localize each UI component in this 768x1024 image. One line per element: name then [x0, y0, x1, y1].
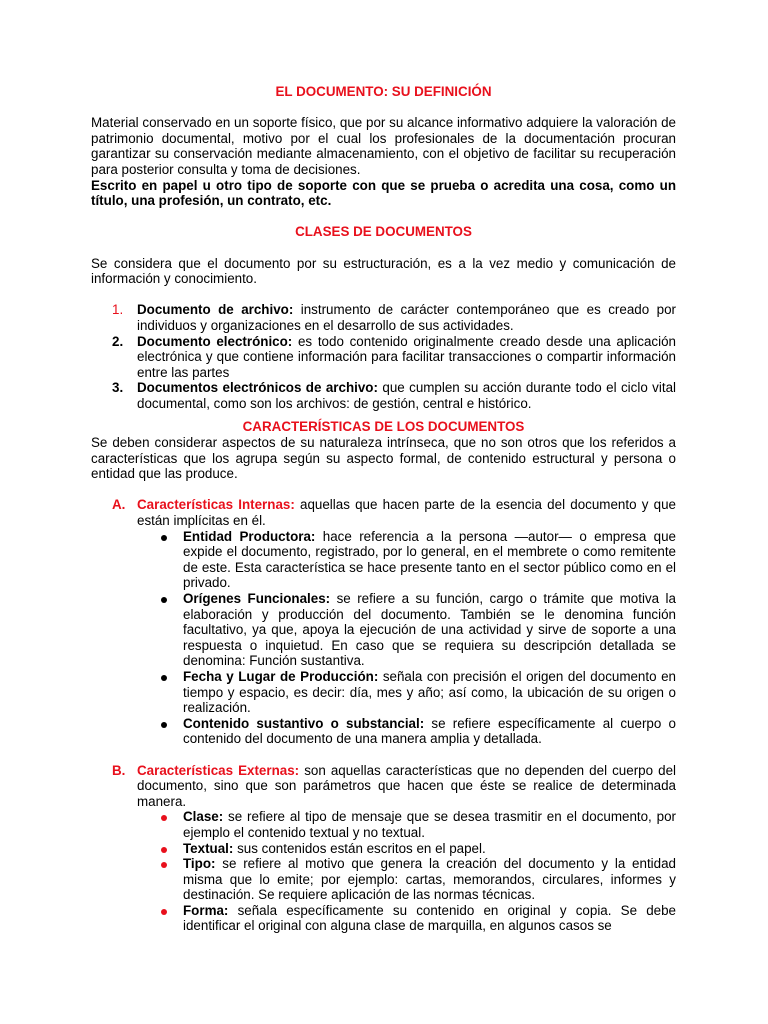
- bullet-icon: [161, 815, 167, 821]
- bullet-icon: [161, 597, 167, 603]
- list-letter: B.: [112, 762, 126, 778]
- list-text: se refiere específicamente al cuerpo o contenido del documento de una manera amplia y detallada.: [183, 715, 676, 747]
- section-title-definicion: EL DOCUMENTO: SU DEFINICIÓN: [275, 84, 492, 99]
- section-title-caracteristicas: CARACTERÍSTICAS DE LOS DOCUMENTOS: [242, 419, 525, 435]
- list-text: se refiere al tipo de mensaje que se desea trasmitir en el documento, por ejemplo el contenido textual y no textual.: [183, 809, 676, 840]
- bullet-icon: [161, 675, 167, 681]
- list-text: se refiere a su función, cargo o trámite que motiva la elaboración y producción del documento. También se le denomina función facultativo, ya que, apoya la ejecución de una actividad y sirve de soporte a una respuesta o inquietud. En caso que se requiera su descripción detallada se denomina: Función sustantiva.: [183, 591, 676, 669]
- list-term: Entidad Productora:: [183, 528, 316, 544]
- bullet-icon: [161, 909, 167, 915]
- list-text: que cumplen su acción durante todo el ciclo vital documental, como son los archivos: de gestión, central e histórico.: [137, 380, 676, 411]
- list-text: son aquellas características que no dependen del cuerpo del documento, sino que son parámetros que hacen que éste se realice de determinada manera.: [137, 762, 676, 809]
- list-term: Textual:: [183, 840, 234, 856]
- list-text: señala con precisión el origen del documento en tiempo y espacio, es decir: día, mes y año; así como, la ubicación de su origen o realización.: [183, 668, 676, 716]
- list-term: Forma:: [183, 902, 229, 918]
- list-item: [91, 380, 676, 411]
- list-item: [91, 669, 676, 716]
- list-term: Características Externas:: [137, 762, 300, 778]
- externas-bullet-list: [91, 809, 676, 934]
- list-term: Documento electrónico:: [137, 333, 293, 349]
- list-number: 2.: [112, 333, 124, 349]
- bullet-icon: [161, 847, 167, 853]
- caracteristicas-intro-paragraph: Se deben considerar aspectos de su naturaleza intrínseca, que no son otros que los referidos a características que los agrupa según su aspecto formal, de contenido estructural y persona o entidad que las produce.: [91, 435, 676, 482]
- caracteristicas-internas: [91, 497, 676, 528]
- bullet-icon: [161, 862, 167, 868]
- list-term: Contenido sustantivo o substancial:: [183, 715, 425, 731]
- list-text: es todo contenido originalmente creado desde una aplicación electrónica y que contiene información para facilitar transacciones o compartir información entre las partes: [137, 333, 676, 380]
- list-text: hace referencia a la persona —autor— o empresa que expide el documento, registrado, por lo general, en el membrete o como remitente de este. Esta característica se hace presente tanto en el sector público como en el privado.: [183, 528, 677, 591]
- list-text: instrumento de carácter contemporáneo que es creado por individuos y organizaciones en el desarrollo de sus actividades.: [137, 302, 676, 333]
- list-item: [91, 856, 676, 903]
- internas-bullet-list: [91, 529, 676, 747]
- list-number: 3.: [112, 380, 124, 396]
- list-item: [91, 903, 676, 934]
- definicion-paragraph: Material conservado en un soporte físico, que por su alcance informativo adquiere la valoración de patrimonio documental, motivo por el cual los profesionales de la documentación procuran garantizar su conservación mediante almacenamiento, con el objetivo de facilitar su recuperación para posterior consulta y toma de decisiones.: [91, 115, 676, 177]
- list-term: Fecha y Lugar de Producción:: [183, 668, 379, 684]
- list-item: [91, 302, 676, 333]
- list-text: señala específicamente su contenido en original y copia. Se debe identificar el original con alguna clase de marquilla, en algunos casos se: [183, 902, 676, 934]
- list-text: se refiere al motivo que genera la creación del documento y la entidad misma que lo emite; por ejemplo: cartas, memorandos, circulares, informes y destinación. Se requiere aplicación de las normas técnicas.: [183, 856, 676, 903]
- list-item: [91, 809, 676, 840]
- list-item: [91, 529, 676, 591]
- bullet-icon: [161, 535, 167, 541]
- list-term: Clase:: [183, 809, 224, 825]
- list-term: Características Internas:: [137, 497, 295, 513]
- list-term: Documento de archivo:: [137, 302, 294, 318]
- list-text: sus contenidos están escritos en el papel.: [233, 840, 486, 856]
- bullet-icon: [161, 722, 167, 728]
- list-number: 1.: [112, 302, 124, 318]
- section-title-clases: CLASES DE DOCUMENTOS: [295, 224, 472, 240]
- definicion-paragraph-bold: Escrito en papel u otro tipo de soporte con que se prueba o acredita una cosa, como un título, una profesión, un contrato, etc.: [91, 177, 676, 209]
- list-term: Documentos electrónicos de archivo:: [137, 380, 378, 396]
- document-content: [91, 84, 676, 934]
- clases-intro-paragraph: Se considera que el documento por su estructuración, es a la vez medio y comunicación de información y conocimiento.: [91, 255, 676, 287]
- list-item: [91, 591, 676, 669]
- list-item: [91, 716, 676, 747]
- clases-list: [91, 302, 676, 411]
- caracteristicas-externas: [91, 763, 676, 810]
- list-letter: A.: [112, 497, 126, 513]
- list-term: Tipo:: [183, 856, 216, 872]
- list-text: aquellas que hacen parte de la esencia del documento y que están implícitas en él.: [137, 497, 676, 529]
- list-term: Orígenes Funcionales:: [183, 591, 331, 606]
- list-item: [91, 334, 676, 381]
- list-item: [91, 841, 676, 857]
